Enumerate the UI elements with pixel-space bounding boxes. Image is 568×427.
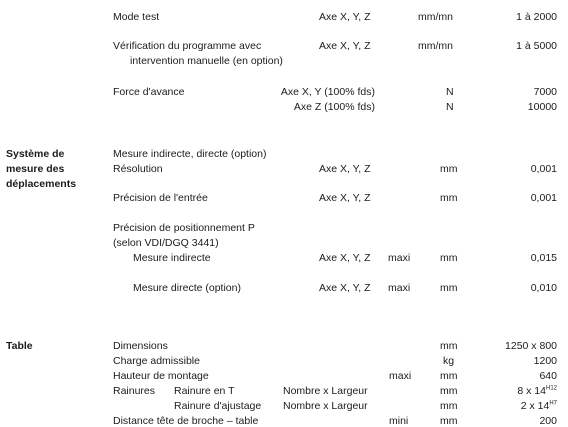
force-avance-value-xy: 7000 bbox=[533, 86, 557, 98]
verification-axis: Axe X, Y, Z bbox=[319, 40, 371, 52]
distance-value: 200 bbox=[539, 415, 557, 427]
resolution-value: 0,001 bbox=[530, 163, 557, 175]
rainure-t-unit: mm bbox=[440, 385, 458, 397]
rainure-t-label: Rainure en T bbox=[174, 385, 235, 397]
hauteur-unit: mm bbox=[440, 370, 458, 382]
mesure-directe-label: Mesure directe (option) bbox=[133, 282, 241, 294]
distance-unit: mm bbox=[440, 415, 458, 427]
mesure-directe-qual: maxi bbox=[388, 282, 411, 294]
mesure-indirecte-value: 0,015 bbox=[530, 252, 557, 264]
mesure-indirecte-qual: maxi bbox=[388, 252, 411, 264]
charge-unit: kg bbox=[443, 355, 455, 367]
resolution-axis: Axe X, Y, Z bbox=[319, 163, 371, 175]
precision-entree-value: 0,001 bbox=[530, 192, 557, 204]
force-avance-unit-z: N bbox=[446, 101, 454, 113]
resolution-label: Résolution bbox=[113, 163, 163, 175]
hauteur-label: Hauteur de montage bbox=[113, 370, 209, 382]
rainure-ajustage-tolerance: H7 bbox=[549, 400, 557, 407]
section-heading-mesure-1: Système de bbox=[6, 148, 65, 160]
precision-entree-label: Précision de l'entrée bbox=[113, 192, 208, 204]
mesure-indirecte-unit: mm bbox=[440, 252, 458, 264]
rainure-ajustage-desc: Nombre x Largeur bbox=[283, 400, 368, 412]
dimensions-unit: mm bbox=[440, 340, 458, 352]
mesure-indirecte-label: Mesure indirecte bbox=[133, 252, 211, 264]
mesure-intro: Mesure indirecte, directe (option) bbox=[113, 148, 267, 160]
mode-test-unit: mm/mn bbox=[418, 11, 453, 23]
section-heading-mesure-2: mesure des bbox=[6, 163, 65, 175]
distance-qual: mini bbox=[389, 415, 409, 427]
positioning-label-2: (selon VDI/DGQ 3441) bbox=[113, 237, 219, 249]
positioning-label-1: Précision de positionnement P bbox=[113, 222, 255, 234]
rainure-ajustage-unit: mm bbox=[440, 400, 458, 412]
distance-label: Distance tête de broche – table bbox=[113, 415, 259, 427]
rainure-ajustage-label: Rainure d'ajustage bbox=[174, 400, 262, 412]
mesure-directe-axis: Axe X, Y, Z bbox=[319, 282, 371, 294]
mode-test-axis: Axe X, Y, Z bbox=[319, 11, 371, 23]
hauteur-value: 640 bbox=[539, 370, 557, 382]
force-avance-axis-xy: Axe X, Y (100% fds) bbox=[280, 86, 375, 98]
mesure-indirecte-axis: Axe X, Y, Z bbox=[319, 252, 371, 264]
rainure-t-value-main: 8 x 14 bbox=[517, 385, 546, 397]
section-heading-mesure-3: déplacements bbox=[6, 178, 77, 190]
force-avance-unit-xy: N bbox=[446, 86, 454, 98]
section-heading-table: Table bbox=[6, 340, 33, 352]
dimensions-value: 1250 x 800 bbox=[505, 340, 557, 352]
precision-entree-unit: mm bbox=[440, 192, 458, 204]
mode-test-label: Mode test bbox=[113, 11, 160, 23]
force-avance-value-z: 10000 bbox=[527, 101, 557, 113]
rainures-label: Rainures bbox=[113, 385, 156, 397]
resolution-unit: mm bbox=[440, 163, 458, 175]
mesure-directe-value: 0,010 bbox=[530, 282, 557, 294]
precision-entree-axis: Axe X, Y, Z bbox=[319, 192, 371, 204]
verification-label-2: intervention manuelle (en option) bbox=[130, 55, 283, 67]
charge-value: 1200 bbox=[533, 355, 557, 367]
rainure-t-tolerance: H12 bbox=[545, 385, 557, 392]
dimensions-label: Dimensions bbox=[113, 340, 168, 352]
mesure-directe-unit: mm bbox=[440, 282, 458, 294]
rainure-t-value bbox=[517, 386, 557, 397]
charge-label: Charge admissible bbox=[113, 355, 200, 367]
rainure-t-desc: Nombre x Largeur bbox=[283, 385, 368, 397]
rainure-ajustage-value bbox=[521, 401, 557, 412]
rainure-ajustage-value-main: 2 x 14 bbox=[520, 400, 550, 412]
force-avance-axis-z: Axe Z (100% fds) bbox=[293, 101, 375, 113]
hauteur-qual: maxi bbox=[389, 370, 412, 382]
verification-label-1: Vérification du programme avec bbox=[113, 40, 262, 52]
verification-value: 1 à 5000 bbox=[516, 40, 557, 52]
verification-unit: mm/mn bbox=[418, 40, 453, 52]
force-avance-label: Force d'avance bbox=[113, 86, 185, 98]
mode-test-value: 1 à 2000 bbox=[516, 11, 557, 23]
